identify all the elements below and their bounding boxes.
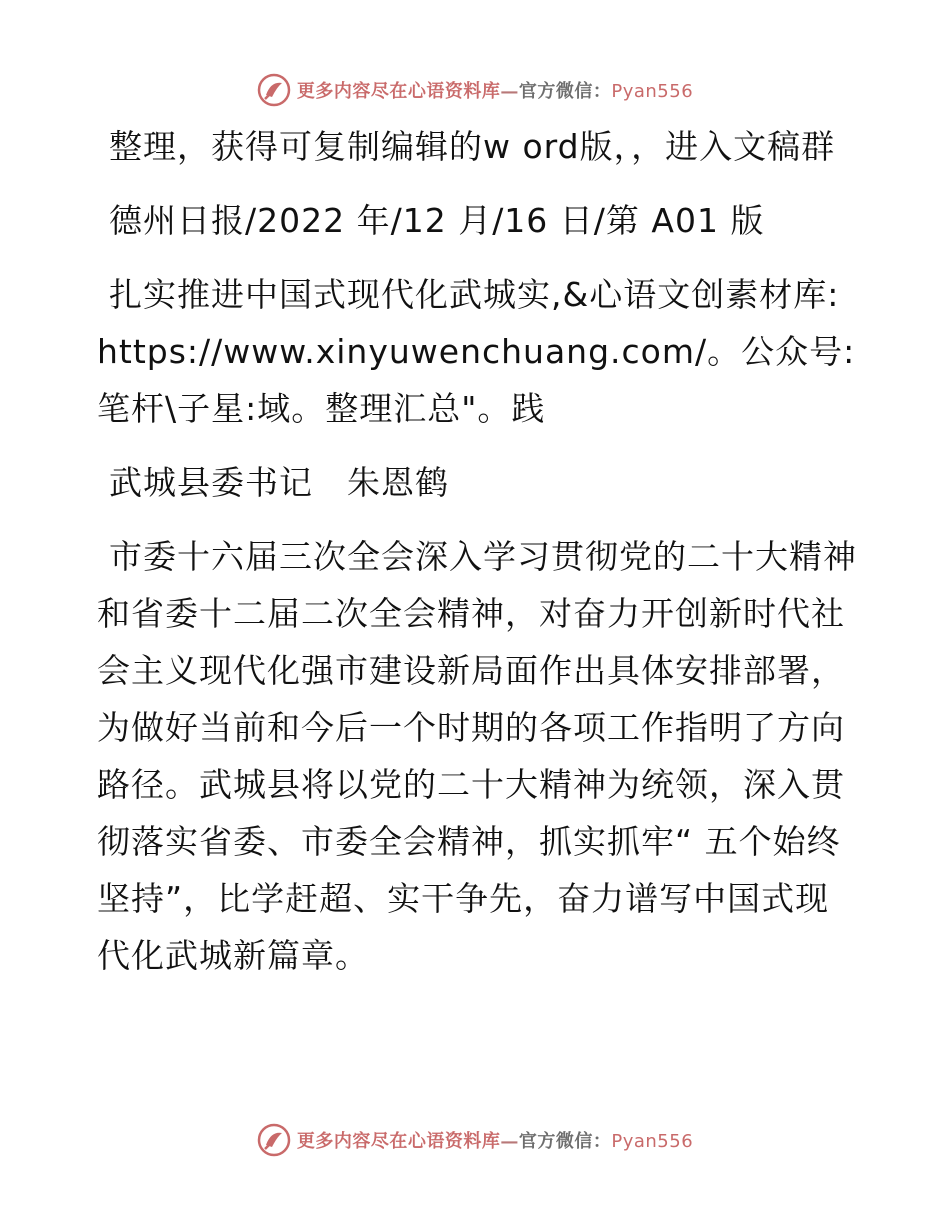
source-line: 德州日报/2022 年/12 月/16 日/第 A01 版 — [109, 201, 765, 240]
watermark-text — [297, 1127, 693, 1153]
document-body — [97, 118, 857, 1001]
intro-paragraph: 整理，获得可复制编辑的w ord版，，进入文稿群 — [109, 127, 836, 166]
watermark-sub: 官方微信： — [518, 1131, 612, 1152]
watermark-main: 更多内容尽在心语资料库 — [296, 81, 501, 102]
watermark-sub: 官方微信： — [518, 81, 612, 102]
watermark-banner-top — [0, 70, 950, 110]
watermark-account: Pyan556 — [611, 81, 694, 102]
byline: 武城县委书记 朱恩鹤 — [109, 463, 449, 502]
title-line: 扎实推进中国式现代化武城实,&心语文创素材库: https://www.xinyuwenchuang.com/。公众号: 笔杆\子星:域。整理汇总"。践 — [97, 275, 856, 428]
watermark-main: 更多内容尽在心语资料库 — [296, 1131, 501, 1152]
watermark-dash: — — [500, 81, 519, 102]
watermark-text — [297, 77, 693, 103]
watermark-account: Pyan556 — [611, 1131, 694, 1152]
pen-heart-icon — [257, 1123, 291, 1157]
body-paragraph: 市委十六届三次全会深入学习贯彻党的二十大精神和省委十二届二次全会精神，对奋力开创新时代社会主义现代化强市建设新局面作出具体安排部署，为做好当前和今后一个时期的各项工作指明了方向路径。武城县将以党的二十大精神为统领，深入贯彻落实省委、市委全会精神，抓实抓牢“ 五个始终坚持”，比学赶超、实干争先，奋力谱写中国式现代化武城新篇章。 — [97, 537, 857, 975]
pen-heart-icon — [257, 73, 291, 107]
watermark-banner-bottom — [0, 1120, 950, 1160]
watermark-dash: — — [500, 1131, 519, 1152]
